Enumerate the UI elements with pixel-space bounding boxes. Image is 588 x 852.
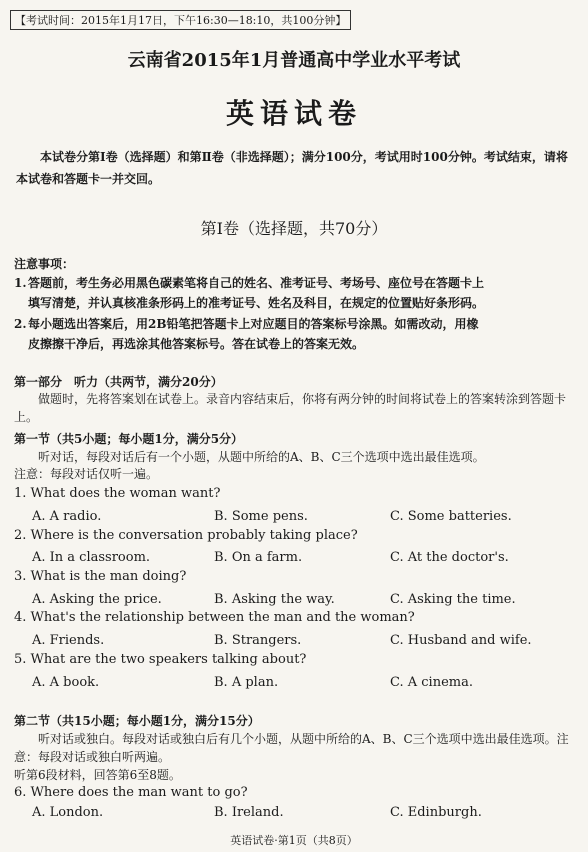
question-number: 4. [14,610,27,625]
note-item-1 [14,273,580,313]
option-c: C. Some batteries. [390,509,512,524]
question-3 [14,569,186,584]
note-line: 皮擦擦干净后，再选涂其他答案标号。答在试卷上的答案无效。 [28,337,365,351]
option-c: C. At the doctor's. [390,550,509,565]
section1-instructions: 做题时，先将答案划在试卷上。录音内容结束后，你将有两分钟的时间将试卷上的答案转涂到答题卡上。 [14,392,567,424]
question-1 [14,486,220,501]
note-line: 每小题选出答案后，用2B铅笔把答题卡上对应题目的答案标号涂黑。如需改动，用橡 [28,317,479,331]
note-item-2 [14,314,580,354]
exam-intro: 本试卷分第Ⅰ卷（选择题）和第Ⅱ卷（非选择题）；满分100分，考试用时100分钟。考试结束，请将本试卷和答题卡一并交回。 [16,150,568,186]
option-a: A. London. [32,805,104,820]
note-line: 填写清楚，并认真核准条形码上的准考证号、姓名及科目，在规定的位置贴好条形码。 [28,296,485,310]
option-a: A. Asking the price. [32,592,162,607]
part-a-title: 第一节（共5小题；每小题1分，满分5分） [14,432,244,446]
option-c: C. Husband and wife. [390,633,532,648]
option-a: A. A book. [32,675,100,690]
question-text: What's the relationship between the man and the woman? [30,610,415,625]
exam-time-note: 【考试时间：2015年1月17日，下午16:30—18:10，共100分钟】 [10,10,351,30]
question-text: What is the man doing? [30,569,187,584]
part-b-material-note: 听第6段材料，回答第6至8题。 [14,768,181,782]
part-a-instruction: 听对话，每段对话后有一个小题，从题中所给的A、B、C三个选项中选出最佳选项。 [38,450,485,464]
question-4 [14,610,415,625]
option-a: A. Friends. [32,633,105,648]
option-b: B. Strangers. [214,633,302,648]
part-b-instruction: 听对话或独白。每段对话或独白后有几个小题，从题中所给的A、B、C三个选项中选出最佳选项。注意：每段对话或独白听两遍。 [14,732,569,764]
question-number: 2. [14,528,27,543]
part-title: 第Ⅰ卷（选择题，共70分） [200,219,388,238]
part-a-note: 注意：每段对话仅听一遍。 [14,467,159,481]
question-text: What are the two speakers talking about? [30,652,307,667]
question-number: 1. [14,486,27,501]
exam-title: 云南省2015年1月普通高中学业水平考试 [127,50,461,71]
option-b: B. A plan. [214,675,279,690]
question-2 [14,528,358,543]
notes-title: 注意事项： [14,257,75,271]
part-b-title: 第二节（共15小题；每小题1分，满分15分） [14,714,260,728]
question-6 [14,785,248,800]
option-c: C. Edinburgh. [390,805,482,820]
option-b: B. Asking the way. [214,592,335,607]
note-line: 答题前，考生务必用黑色碳素笔将自己的姓名、准考证号、考场号、座位号在答题卡上 [28,276,485,290]
question-number: 5. [14,652,27,667]
question-number: 3. [14,569,27,584]
question-text: Where does the man want to go? [30,785,248,800]
exam-subtitle: 英语试卷 [225,97,362,130]
note-number: 1. [14,276,27,290]
question-text: What does the woman want? [30,486,221,501]
question-text: Where is the conversation probably taking place? [30,528,358,543]
question-5 [14,652,306,667]
section1-title: 第一部分 听力（共两节，满分20分） [14,375,223,389]
page-footer: 英语试卷·第1页（共8页） [230,834,358,847]
option-b: B. On a farm. [214,550,303,565]
option-b: B. Some pens. [214,509,308,524]
question-number: 6. [14,785,27,800]
option-b: B. Ireland. [214,805,284,820]
note-number: 2. [14,317,27,331]
option-c: C. Asking the time. [390,592,516,607]
option-a: A. A radio. [32,509,102,524]
option-a: A. In a classroom. [32,550,151,565]
option-c: C. A cinema. [390,675,473,690]
